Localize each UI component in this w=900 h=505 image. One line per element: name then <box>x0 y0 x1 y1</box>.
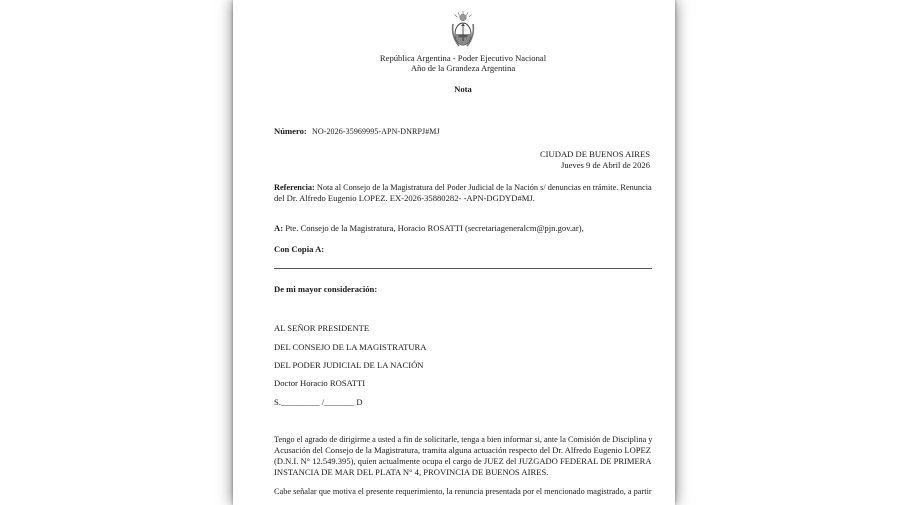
divider <box>274 268 652 269</box>
referencia-text-2: del Dr. Alfredo Eugenio LOPEZ. EX-2026-35880282- -APN-DGDYD#MJ. <box>274 193 535 203</box>
referencia-text-1: Nota al Consejo de la Magistratura del Poder Judicial de la Nación s/ denuncias en trámite. Renuncia <box>316 182 652 192</box>
address-line: DEL PODER JUDICIAL DE LA NACIÓN <box>274 360 424 370</box>
address-line: S._________ /_______ D <box>274 397 363 407</box>
header-government-line: República Argentina - Poder Ejecutivo Nacional <box>379 53 547 63</box>
body-line: Acusación del Consejo de la Magistratura, tramita alguna actuación respecto del Dr. Alfredo Eugenio LOPEZ <box>274 445 652 455</box>
body-line: Tengo el agrado de dirigirme a usted a fin de solicitarle, tenga a bien informar si, ante la Comisión de Disciplina y <box>274 434 653 444</box>
document-type-title: Nota <box>454 84 472 94</box>
date-text: Jueves 9 de Abril de 2026 <box>560 160 650 170</box>
numero-value: NO-2026-35969995-APN-DNRPJ#MJ <box>311 127 440 136</box>
salutation: De mi mayor consideración: <box>274 284 378 294</box>
referencia-label: Referencia: <box>274 182 315 192</box>
body-line: (D.N.I. N° 12.549.395), quien actualmente ocupa el cargo de JUEZ del JUZGADO FEDERAL DE PRIMERA <box>274 456 652 466</box>
copy-to-label: Con Copia A: <box>274 244 325 254</box>
body-line: Cabe señalar que motiva el presente requerimiento, la renuncia presentada por el mencionado magistrado, a partir <box>274 486 652 496</box>
coat-of-arms-icon <box>449 10 477 50</box>
document-page <box>233 0 675 505</box>
recipient-row <box>274 223 584 234</box>
address-line: Doctor Horacio ROSATTI <box>274 378 366 388</box>
address-line: AL SEÑOR PRESIDENTE <box>274 323 370 333</box>
header-year-line: Año de la Grandeza Argentina <box>410 63 516 73</box>
numero-label: Número: <box>274 126 307 136</box>
body-line: INSTANCIA DE MAR DEL PLATA N° 4, PROVINCIA DE BUENOS AIRES. <box>274 467 549 477</box>
recipient-label: A: <box>274 223 284 233</box>
referencia-line-1 <box>274 182 652 193</box>
numero-row <box>274 126 440 137</box>
address-line: DEL CONSEJO DE LA MAGISTRATURA <box>274 342 427 352</box>
city-text: CIUDAD DE BUENOS AIRES <box>539 149 650 159</box>
recipient-text: Pte. Consejo de la Magistratura, Horacio ROSATTI (secretariageneralcm@pjn.gov.ar), <box>285 223 584 233</box>
